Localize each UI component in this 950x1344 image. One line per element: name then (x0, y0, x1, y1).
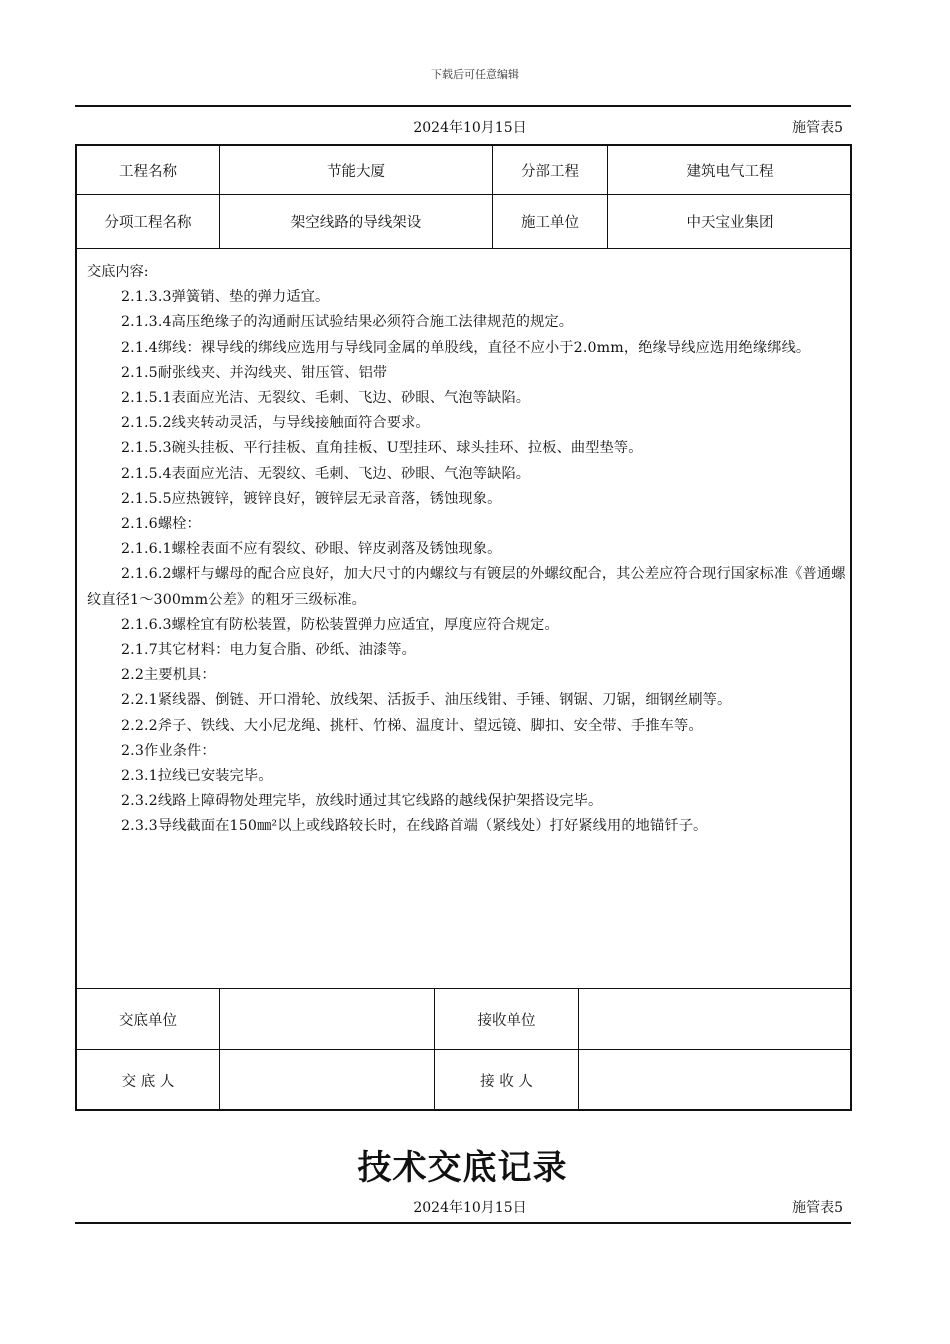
content-line: 2.3.1拉线已安装完毕。 (121, 768, 273, 785)
content-line: 2.1.5.1表面应光洁、无裂纹、毛刺、飞边、砂眼、气泡等缺陷。 (121, 390, 531, 407)
header-line (75, 1197, 851, 1217)
receive-unit-label: 接收单位 (477, 1012, 536, 1029)
item-name-label: 分项工程名称 (104, 215, 192, 231)
form-number: 施管表5 (792, 1200, 843, 1216)
content-line: 2.2.1紧线器、倒链、开口滑轮、放线架、活扳手、油压线钳、手锤、钢锯、刀锯，细钢丝刷等。 (121, 692, 732, 709)
project-name-value: 节能大厦 (327, 163, 385, 180)
receive-person-field[interactable] (579, 1050, 852, 1111)
row-divider (77, 248, 850, 249)
top-rule (75, 105, 851, 107)
construction-unit-value: 中天宝业集团 (686, 215, 774, 231)
project-name-label: 工程名称 (119, 163, 177, 180)
content-line: 2.1.6.2螺杆与螺母的配合应良好，加大尺寸的内螺纹与有镀层的外螺纹配合，其公差应符合现行国家标准《普通螺纹直径1～300mm公差》的粗牙三级标准。 (87, 566, 846, 608)
division-label: 分部工程 (521, 163, 579, 180)
bottom-rule (75, 1222, 851, 1224)
content-line: 2.2.2斧子、铁线、大小尼龙绳、挑杆、竹梯、温度计、望远镜、脚扣、安全带、手推车等。 (121, 717, 703, 734)
content-line: 2.3作业条件： (121, 742, 216, 759)
content-line: 2.2主要机具： (121, 667, 216, 684)
content-label: 交底内容: (87, 264, 149, 280)
deliver-unit-field[interactable] (220, 989, 434, 1049)
disclosure-form (75, 144, 852, 1111)
content-line: 2.1.5.4表面应光洁、无裂纹、毛刺、飞边、砂眼、气泡等缺陷。 (121, 465, 531, 482)
content-line: 2.1.3.4高压绝缘子的沟通耐压试验结果必须符合施工法律规范的规定。 (121, 314, 574, 331)
content-line: 2.3.3导线截面在150㎜²以上或线路较长时，在线路首端（紧线处）打好紧线用的地锚钎子。 (121, 818, 708, 835)
download-watermark: 下载后可任意编辑 (431, 68, 519, 81)
deliver-unit-label: 交底单位 (119, 1012, 177, 1029)
deliver-person-field[interactable] (220, 1050, 434, 1111)
construction-unit-label: 施工单位 (521, 215, 579, 231)
record-date: 2024年10月15日 (413, 120, 527, 136)
content-line: 2.1.3.3弹簧销、垫的弹力适宜。 (121, 289, 330, 306)
content-line: 2.1.5.5应热镀锌，镀锌良好，镀锌层无录音落，锈蚀现象。 (121, 490, 502, 507)
content-line: 2.1.6.1螺栓表面不应有裂纹、砂眼、锌皮剥落及锈蚀现象。 (121, 541, 502, 558)
item-name-value: 架空线路的导线架设 (290, 215, 422, 231)
content-line: 2.1.6螺栓： (121, 516, 201, 533)
document-title: 技术交底记录 (357, 1148, 568, 1188)
division-value: 建筑电气工程 (686, 163, 774, 180)
receive-person-label: 接 收 人 (480, 1074, 533, 1090)
content-line: 2.1.7其它材料：电力复合脂、砂纸、油漆等。 (121, 642, 416, 659)
content-line: 2.1.4绑线：裸导线的绑线应选用与导线同金属的单股线，直径不应小于2.0mm，绝缘导线应选用绝缘绑线。 (121, 339, 811, 356)
disclosure-content (87, 260, 847, 840)
content-line: 2.1.5.2线夹转动灵活，与导线接触面符合要求。 (121, 415, 430, 432)
deliver-person-label: 交 底 人 (121, 1074, 175, 1090)
receive-unit-field[interactable] (579, 989, 852, 1049)
content-line: 2.3.2线路上障碍物处理完毕，放线时通过其它线路的越线保护架搭设完毕。 (121, 793, 603, 810)
form-number: 施管表5 (792, 120, 843, 136)
content-line: 2.1.5.3碗头挂板、平行挂板、直角挂板、U型挂环、球头挂环、拉板、曲型垫等。 (121, 440, 643, 457)
content-line: 2.1.5耐张线夹、并沟线夹、钳压管、铝带 (121, 364, 388, 381)
record-date: 2024年10月15日 (413, 1200, 527, 1216)
content-line: 2.1.6.3螺栓宜有防松装置，防松装置弹力应适宜，厚度应符合规定。 (121, 616, 559, 633)
header-line (75, 117, 851, 137)
